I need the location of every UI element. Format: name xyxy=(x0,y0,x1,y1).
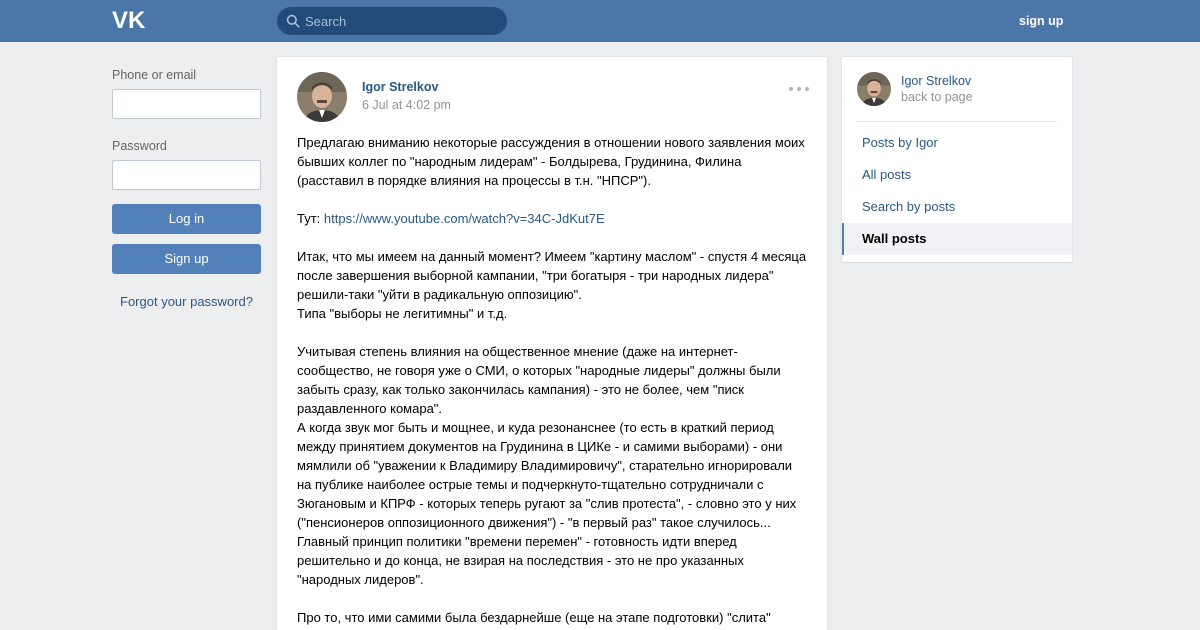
header-signup-link[interactable]: sign up xyxy=(1019,14,1064,28)
post-paragraph: А когда звук мог быть и мощнее, и куда резонанснее (то есть в краткий период между принятием документов на Грудинина в ЦИКе - и самими выборами) - они мямлили об "уважении к Владимиру Владимировичу", старательно игнорировали на публике наиболее острые темы и подчеркнуто-тщательно сотрудничали с Зюгановым и КПРФ - которых теперь ругают за "слив протеста", - словно это у них ("пенсионеров оппозиционного движения") - "в первый раз" такое случилось... xyxy=(297,420,797,530)
sidebar-item-all-posts[interactable]: All posts xyxy=(862,167,912,182)
right-sidebar xyxy=(842,57,1072,262)
forgot-password-link[interactable]: Forgot your password? xyxy=(120,294,253,309)
post-paragraph: Учитывая степень влияния на общественное мнение (даже на интернет-сообщество, не говоря уже о СМИ, о которых "народные лидеры" должны были забыть сразу, как только закончилась кампания) - это не более, чем "писк раздавленного комара". xyxy=(297,344,781,416)
post-date[interactable]: 6 Jul at 4:02 pm xyxy=(362,98,451,112)
search-input[interactable] xyxy=(305,7,500,35)
post-paragraph: Типа "выборы не легитимны" и т.д. xyxy=(297,306,508,321)
sidebar-avatar[interactable] xyxy=(857,72,891,106)
post-text xyxy=(297,133,809,627)
login-panel xyxy=(112,68,261,309)
author-avatar[interactable] xyxy=(297,72,347,122)
search-icon xyxy=(286,14,300,28)
svg-text:VK: VK xyxy=(112,9,146,31)
post-link-line xyxy=(297,209,809,228)
post-paragraph: Про то, что ими самими была бездарнейше (еще на этапе подготовки) "слита" xyxy=(297,610,771,625)
password-label: Password xyxy=(112,139,167,153)
vk-logo-icon[interactable] xyxy=(112,9,146,31)
phone-email-field[interactable] xyxy=(112,89,261,119)
phone-label: Phone or email xyxy=(112,68,197,82)
back-to-page-link[interactable]: back to page xyxy=(901,90,973,104)
sidebar-item-posts-by-igor[interactable]: Posts by Igor xyxy=(862,135,938,150)
search-box[interactable] xyxy=(277,7,507,35)
wall-post xyxy=(277,57,827,630)
divider xyxy=(857,121,1057,122)
youtube-link[interactable]: https://www.youtube.com/watch?v=34C-JdKut7E xyxy=(323,211,605,226)
post-paragraph: Итак, что мы имеем на данный момент? Имеем "картину маслом" - спустя 4 месяца после завершения выборной кампании, "три богатыря - три народных лидера" решили-таки "уйти в радикальную оппозицию". xyxy=(297,249,807,302)
post-author-name[interactable]: Igor Strelkov xyxy=(362,80,439,94)
sidebar-profile-name[interactable]: Igor Strelkov xyxy=(901,74,972,88)
post-paragraph: Главный принцип политики "времени перемен" - готовность идти вперед решительно и до конца, не взирая на последствия - это не про указанных "народных лидеров". xyxy=(297,534,744,587)
sidebar-item-search-posts[interactable]: Search by posts xyxy=(862,199,956,214)
post-paragraph: Предлагаю вниманию некоторые рассуждения в отношении нового заявления моих бывших коллег по "народным лидерам" - Болдырева, Грудинина, Филина (расставил в порядке влияния на процессы в т.н. "НПСР"). xyxy=(297,135,805,188)
top-bar xyxy=(0,0,1200,42)
signup-button[interactable]: Sign up xyxy=(112,244,261,274)
sidebar-item-wall-posts[interactable]: Wall posts xyxy=(842,223,1072,255)
password-field[interactable] xyxy=(112,160,261,190)
login-button[interactable]: Log in xyxy=(112,204,261,234)
more-options-icon[interactable] xyxy=(787,83,811,95)
link-prefix: Тут: xyxy=(297,211,324,226)
sidebar-menu xyxy=(842,127,1072,255)
